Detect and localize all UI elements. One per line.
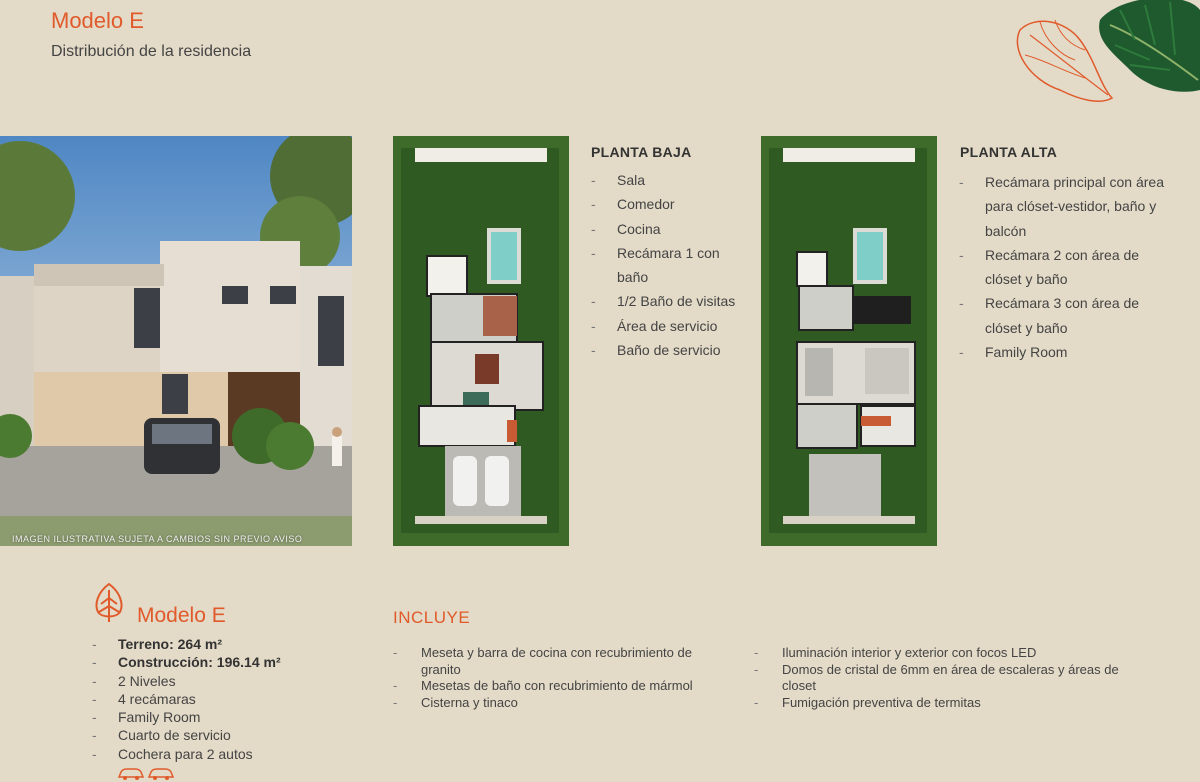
spec-terreno: - Terreno: 264 m² <box>92 635 281 653</box>
list-item: - Cuarto de servicio <box>92 726 281 744</box>
floor-plan-planta-baja <box>393 136 569 546</box>
page-subtitle: Distribución de la residencia <box>51 43 252 60</box>
list-item: - Recámara principal con área para clóset-vestidor, baño y balcón <box>959 170 1164 243</box>
monstera-leaf-icon <box>1000 0 1200 115</box>
list-item: - 1/2 Baño de visitas <box>591 289 751 313</box>
list-item: - Comedor <box>591 192 751 216</box>
incluye-list-right <box>754 645 1124 711</box>
model-name: Modelo E <box>137 604 226 627</box>
planta-baja-title: PLANTA BAJA <box>591 144 692 160</box>
render-disclaimer: IMAGEN ILUSTRATIVA SUJETA A CAMBIOS SIN PREVIO AVISO <box>12 534 303 544</box>
list-item: - Family Room <box>92 708 281 726</box>
floor-plan-planta-alta <box>761 136 937 546</box>
incluye-list-left <box>393 645 733 711</box>
list-item: - Sala <box>591 168 751 192</box>
list-item: - Recámara 1 con baño <box>591 241 751 290</box>
list-item: - Recámara 2 con área de clóset y baño <box>959 243 1164 292</box>
spec-construccion: - Construcción: 196.14 m² <box>92 653 281 671</box>
list-item: - Recámara 3 con área de clóset y baño <box>959 291 1164 340</box>
planta-alta-title: PLANTA ALTA <box>960 144 1058 160</box>
list-item: - Baño de servicio <box>591 338 751 362</box>
list-item: - Iluminación interior y exterior con focos LED <box>754 645 1124 662</box>
list-item: - Mesetas de baño con recubrimiento de mármol <box>393 678 733 695</box>
planta-baja-list <box>591 168 751 362</box>
tree-logo-icon <box>90 582 128 624</box>
planta-alta-list <box>959 170 1164 364</box>
list-item: - Cochera para 2 autos <box>92 745 281 763</box>
list-item: - Área de servicio <box>591 314 751 338</box>
car-icon <box>117 767 177 781</box>
list-item: - Meseta y barra de cocina con recubrimiento de granito <box>393 645 733 678</box>
list-item: - Fumigación preventiva de termitas <box>754 695 1124 712</box>
page-title: Modelo E <box>51 8 144 33</box>
list-item: - 2 Niveles <box>92 672 281 690</box>
house-render-image <box>0 136 352 546</box>
model-specs <box>92 635 281 763</box>
list-item: - Domos de cristal de 6mm en área de escaleras y áreas de closet <box>754 662 1124 695</box>
list-item: - Cisterna y tinaco <box>393 695 733 712</box>
incluye-title: INCLUYE <box>393 608 471 627</box>
list-item: - 4 recámaras <box>92 690 281 708</box>
list-item: - Cocina <box>591 217 751 241</box>
list-item: - Family Room <box>959 340 1164 364</box>
